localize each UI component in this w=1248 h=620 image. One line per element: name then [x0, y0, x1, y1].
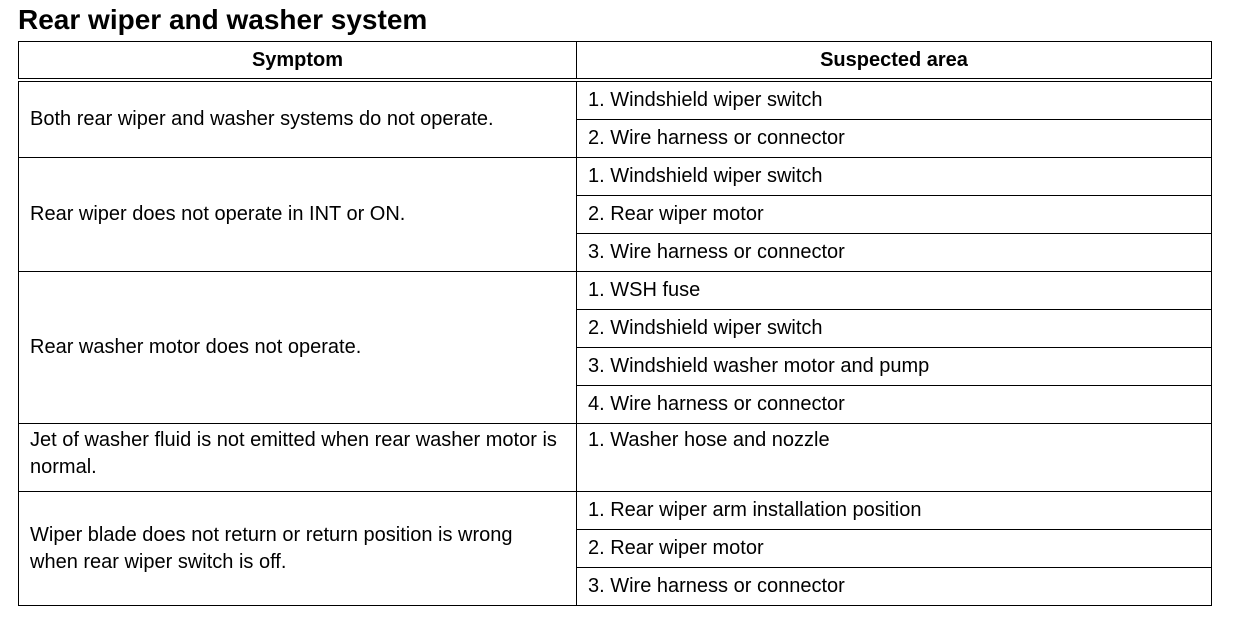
suspected-area-cell: 1. Washer hose and nozzle	[577, 424, 1212, 492]
troubleshooting-table	[18, 41, 1212, 606]
suspected-area-cell: 3. Windshield washer motor and pump	[577, 348, 1212, 386]
suspected-area-cell: 2. Rear wiper motor	[577, 196, 1212, 234]
table-row	[19, 80, 1212, 120]
symptom-cell: Jet of washer fluid is not emitted when rear washer motor is normal.	[19, 424, 577, 492]
symptom-cell: Wiper blade does not return or return position is wrong when rear wiper switch is off.	[19, 492, 577, 606]
page-title: Rear wiper and washer system	[18, 4, 428, 35]
suspected-area-cell: 3. Wire harness or connector	[577, 568, 1212, 606]
column-header-suspected-area: Suspected area	[577, 42, 1212, 81]
suspected-area-cell: 2. Rear wiper motor	[577, 530, 1212, 568]
table-header-row	[19, 42, 1212, 81]
table-row	[19, 272, 1212, 310]
suspected-area-cell: 1. Windshield wiper switch	[577, 80, 1212, 120]
table-row	[19, 492, 1212, 530]
table-row	[19, 158, 1212, 196]
suspected-area-cell: 2. Wire harness or connector	[577, 120, 1212, 158]
suspected-area-cell: 1. Rear wiper arm installation position	[577, 492, 1212, 530]
symptom-cell: Both rear wiper and washer systems do not operate.	[19, 80, 577, 158]
column-header-symptom: Symptom	[19, 42, 577, 81]
suspected-area-cell: 4. Wire harness or connector	[577, 386, 1212, 424]
suspected-area-cell: 3. Wire harness or connector	[577, 234, 1212, 272]
suspected-area-cell: 1. WSH fuse	[577, 272, 1212, 310]
table-row	[19, 424, 1212, 492]
symptom-cell: Rear washer motor does not operate.	[19, 272, 577, 424]
suspected-area-cell: 2. Windshield wiper switch	[577, 310, 1212, 348]
symptom-cell: Rear wiper does not operate in INT or ON.	[19, 158, 577, 272]
suspected-area-cell: 1. Windshield wiper switch	[577, 158, 1212, 196]
